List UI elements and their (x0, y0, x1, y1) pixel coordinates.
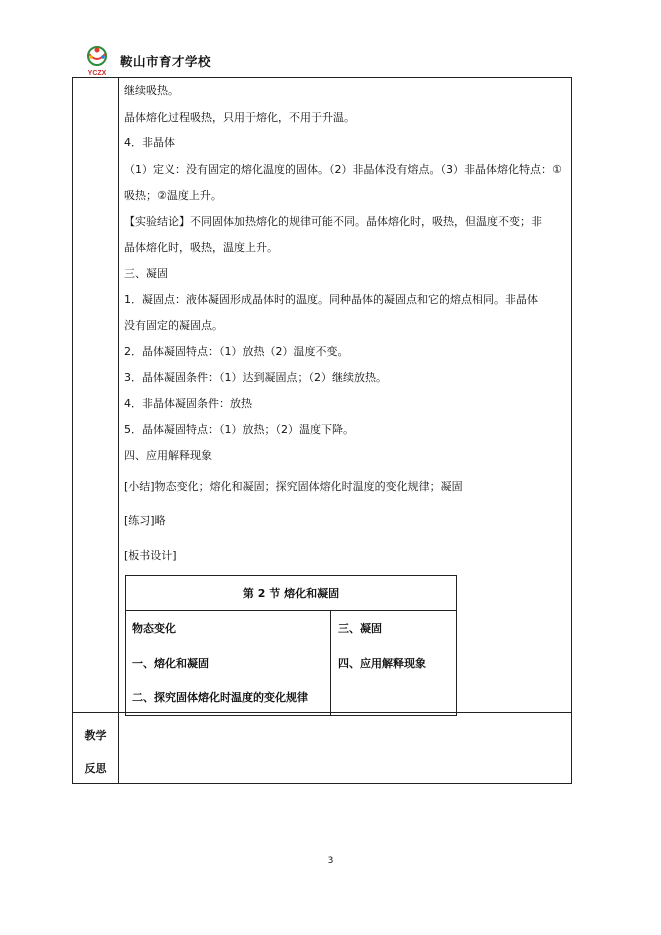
logo-lettering: YCZX (87, 70, 107, 77)
content-line: 1．凝固点：液体凝固形成晶体时的温度。同种晶体的凝固点和它的熔点相同。非晶体 (124, 293, 538, 306)
content-line: 3．晶体凝固条件：（1）达到凝固点；（2）继续放热。 (124, 371, 387, 384)
content-line: 四、应用解释现象 (124, 449, 212, 462)
board-heading: [板书设计] (124, 549, 177, 562)
page-number: 3 (327, 856, 334, 866)
content-line: 4．非晶体凝固条件：放热 (124, 397, 252, 410)
content-line: 没有固定的凝固点。 (124, 319, 223, 332)
content-line: 三、凝固 (124, 267, 168, 280)
board-right-item: 三、凝固 (338, 622, 382, 635)
school-name: 鞍山市育才学校 (120, 54, 212, 69)
board-left-item: 物态变化 (132, 622, 176, 635)
page-header (80, 44, 211, 78)
content-line: 继续吸热。 (124, 84, 179, 97)
content-line: 晶体熔化过程吸热，只用于熔化，不用于升温。 (124, 111, 355, 124)
reflection-label-line: 教学 (84, 729, 107, 742)
board-left-item: 二、探究固体熔化时温度的变化规律 (132, 691, 308, 704)
reflection-label (73, 712, 119, 783)
content-line: 吸热；②温度上升。 (124, 189, 222, 202)
board-design-box (125, 575, 457, 716)
reflection-row (72, 712, 572, 784)
summary-line: [小结]物态变化；熔化和凝固；探究固体熔化时温度的变化规律；凝固 (124, 480, 463, 493)
content-line: 5．晶体凝固特点：（1）放热；（2）温度下降。 (124, 423, 354, 436)
lesson-table (72, 78, 572, 713)
content-line: 4．非晶体 (124, 136, 175, 149)
board-divider (330, 610, 331, 715)
board-left-item: 一、熔化和凝固 (132, 657, 209, 670)
board-title: 第 2 节 熔化和凝固 (126, 576, 456, 611)
content-line: 2．晶体凝固特点：（1）放热（2）温度不变。 (124, 345, 349, 358)
reflection-label-line: 反思 (84, 762, 107, 775)
content-line: 【实验结论】不同固体加热熔化的规律可能不同。晶体熔化时，吸热，但温度不变；非 (124, 215, 542, 228)
label-column (73, 78, 119, 712)
exercise-line: [练习]略 (124, 514, 166, 527)
content-line: 晶体熔化时，吸热，温度上升。 (124, 241, 278, 254)
board-right-item: 四、应用解释现象 (338, 657, 426, 670)
content-line: （1）定义：没有固定的熔化温度的固体。（2）非晶体没有熔点。（3）非晶体熔化特点：① (124, 163, 562, 176)
school-logo-icon (80, 44, 114, 78)
